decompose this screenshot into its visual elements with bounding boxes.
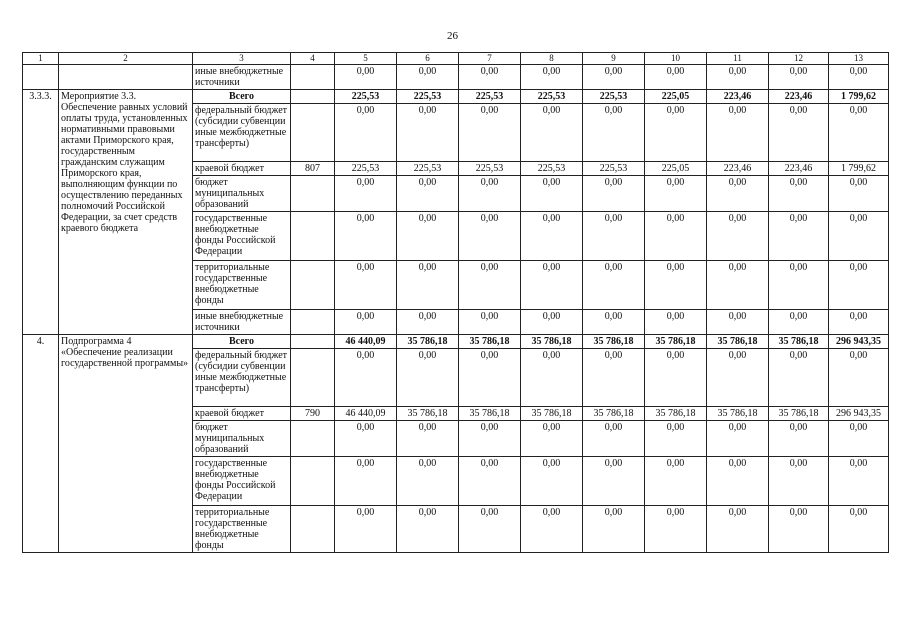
value-cell: 0,00 bbox=[459, 421, 521, 457]
value-cell: 0,00 bbox=[397, 65, 459, 90]
value-cell: 0,00 bbox=[645, 104, 707, 162]
value-cell: 0,00 bbox=[707, 349, 769, 407]
column-header-13: 13 bbox=[829, 53, 889, 65]
value-cell: 0,00 bbox=[335, 212, 397, 261]
source-label: краевой бюджет bbox=[193, 407, 291, 421]
value-cell: 225,53 bbox=[335, 90, 397, 104]
value-cell: 0,00 bbox=[459, 506, 521, 553]
value-cell: 0,00 bbox=[829, 65, 889, 90]
value-cell: 0,00 bbox=[459, 176, 521, 212]
value-cell: 0,00 bbox=[583, 421, 645, 457]
value-cell: 0,00 bbox=[583, 457, 645, 506]
value-cell: 1 799,62 bbox=[829, 90, 889, 104]
value-cell: 0,00 bbox=[583, 506, 645, 553]
value-cell: 35 786,18 bbox=[521, 335, 583, 349]
value-cell: 0,00 bbox=[707, 176, 769, 212]
value-cell: 0,00 bbox=[397, 506, 459, 553]
column-header-2: 2 bbox=[59, 53, 193, 65]
value-cell: 0,00 bbox=[335, 457, 397, 506]
value-cell: 0,00 bbox=[769, 506, 829, 553]
value-cell: 0,00 bbox=[521, 212, 583, 261]
value-cell: 0,00 bbox=[397, 176, 459, 212]
value-cell: 0,00 bbox=[645, 212, 707, 261]
value-cell: 0,00 bbox=[707, 65, 769, 90]
value-cell: 0,00 bbox=[769, 176, 829, 212]
value-cell: 0,00 bbox=[397, 421, 459, 457]
value-cell: 225,53 bbox=[521, 90, 583, 104]
value-cell: 225,53 bbox=[335, 162, 397, 176]
continuation-row bbox=[23, 65, 889, 90]
column-header-10: 10 bbox=[645, 53, 707, 65]
value-cell: 0,00 bbox=[335, 261, 397, 310]
value-cell: 0,00 bbox=[645, 176, 707, 212]
value-cell: 0,00 bbox=[583, 349, 645, 407]
code-cell bbox=[291, 421, 335, 457]
value-cell: 0,00 bbox=[707, 457, 769, 506]
value-cell: 225,53 bbox=[397, 162, 459, 176]
code-cell bbox=[291, 176, 335, 212]
value-cell: 0,00 bbox=[707, 261, 769, 310]
value-cell: 223,46 bbox=[769, 90, 829, 104]
value-cell: 0,00 bbox=[521, 310, 583, 335]
value-cell: 0,00 bbox=[521, 104, 583, 162]
value-cell: 0,00 bbox=[707, 212, 769, 261]
value-cell: 0,00 bbox=[645, 310, 707, 335]
value-cell: 0,00 bbox=[521, 457, 583, 506]
value-cell: 0,00 bbox=[707, 104, 769, 162]
value-cell: 225,53 bbox=[397, 90, 459, 104]
value-cell: 225,53 bbox=[521, 162, 583, 176]
source-label: краевой бюджет bbox=[193, 162, 291, 176]
value-cell: 35 786,18 bbox=[645, 335, 707, 349]
value-cell: 296 943,35 bbox=[829, 335, 889, 349]
value-cell: 0,00 bbox=[459, 65, 521, 90]
value-cell: 225,53 bbox=[583, 162, 645, 176]
value-cell: 0,00 bbox=[459, 457, 521, 506]
value-cell: 0,00 bbox=[521, 506, 583, 553]
value-cell: 0,00 bbox=[335, 349, 397, 407]
value-cell: 0,00 bbox=[707, 421, 769, 457]
value-cell: 35 786,18 bbox=[397, 407, 459, 421]
source-label: Всего bbox=[193, 90, 291, 104]
value-cell: 0,00 bbox=[583, 65, 645, 90]
source-label: Всего bbox=[193, 335, 291, 349]
value-cell: 35 786,18 bbox=[459, 407, 521, 421]
section-description: Мероприятие 3.3. Обеспечение равных условий оплаты труда, установленных нормативными правовыми актами Приморского края, государственным гражданским служащим Приморского края, выполняющим функции по осуществлению переданных полномочий Российской Федерации, за счет средств краевого бюджета bbox=[59, 90, 193, 335]
column-header-11: 11 bbox=[707, 53, 769, 65]
value-cell: 35 786,18 bbox=[707, 407, 769, 421]
value-cell: 0,00 bbox=[645, 457, 707, 506]
value-cell: 0,00 bbox=[521, 421, 583, 457]
value-cell: 0,00 bbox=[397, 457, 459, 506]
value-cell: 0,00 bbox=[521, 65, 583, 90]
value-cell: 0,00 bbox=[769, 65, 829, 90]
column-header-7: 7 bbox=[459, 53, 521, 65]
column-header-1: 1 bbox=[23, 53, 59, 65]
value-cell: 0,00 bbox=[829, 506, 889, 553]
value-cell: 223,46 bbox=[769, 162, 829, 176]
value-cell: 0,00 bbox=[645, 506, 707, 553]
value-cell: 0,00 bbox=[397, 104, 459, 162]
column-header-row bbox=[23, 53, 889, 65]
source-label: государственные внебюджетные фонды Российской Федерации bbox=[193, 457, 291, 506]
value-cell: 0,00 bbox=[335, 310, 397, 335]
value-cell: 0,00 bbox=[397, 349, 459, 407]
value-cell: 35 786,18 bbox=[583, 335, 645, 349]
value-cell: 35 786,18 bbox=[583, 407, 645, 421]
value-cell: 0,00 bbox=[459, 212, 521, 261]
source-label: иные внебюджетные источники bbox=[193, 65, 291, 90]
value-cell: 35 786,18 bbox=[397, 335, 459, 349]
value-cell: 0,00 bbox=[829, 457, 889, 506]
total-row bbox=[23, 335, 889, 349]
value-cell: 0,00 bbox=[645, 261, 707, 310]
value-cell: 223,46 bbox=[707, 162, 769, 176]
value-cell: 0,00 bbox=[769, 457, 829, 506]
code-cell bbox=[291, 349, 335, 407]
index-cell bbox=[23, 65, 59, 90]
value-cell: 0,00 bbox=[583, 310, 645, 335]
value-cell: 0,00 bbox=[829, 421, 889, 457]
value-cell: 0,00 bbox=[829, 261, 889, 310]
column-header-9: 9 bbox=[583, 53, 645, 65]
code-cell bbox=[291, 90, 335, 104]
description-cell bbox=[59, 65, 193, 90]
column-header-8: 8 bbox=[521, 53, 583, 65]
source-label: территориальные государственные внебюджетные фонды bbox=[193, 506, 291, 553]
value-cell: 46 440,09 bbox=[335, 407, 397, 421]
source-label: иные внебюджетные источники bbox=[193, 310, 291, 335]
value-cell: 0,00 bbox=[769, 261, 829, 310]
value-cell: 0,00 bbox=[829, 176, 889, 212]
section-index: 3.3.3. bbox=[23, 90, 59, 335]
value-cell: 0,00 bbox=[459, 310, 521, 335]
value-cell: 0,00 bbox=[583, 104, 645, 162]
value-cell: 0,00 bbox=[707, 310, 769, 335]
code-cell: 790 bbox=[291, 407, 335, 421]
code-cell bbox=[291, 261, 335, 310]
value-cell: 225,53 bbox=[583, 90, 645, 104]
value-cell: 0,00 bbox=[769, 310, 829, 335]
value-cell: 0,00 bbox=[397, 310, 459, 335]
value-cell: 0,00 bbox=[769, 104, 829, 162]
value-cell: 35 786,18 bbox=[521, 407, 583, 421]
value-cell: 0,00 bbox=[829, 310, 889, 335]
value-cell: 0,00 bbox=[645, 349, 707, 407]
code-cell bbox=[291, 457, 335, 506]
value-cell: 0,00 bbox=[645, 65, 707, 90]
code-cell bbox=[291, 65, 335, 90]
column-header-3: 3 bbox=[193, 53, 291, 65]
value-cell: 0,00 bbox=[459, 104, 521, 162]
value-cell: 0,00 bbox=[829, 212, 889, 261]
source-label: бюджет муниципальных образований bbox=[193, 421, 291, 457]
value-cell: 225,05 bbox=[645, 90, 707, 104]
value-cell: 0,00 bbox=[583, 261, 645, 310]
source-label: бюджет муниципальных образований bbox=[193, 176, 291, 212]
value-cell: 0,00 bbox=[707, 506, 769, 553]
column-header-5: 5 bbox=[335, 53, 397, 65]
table-body bbox=[23, 65, 889, 553]
value-cell: 35 786,18 bbox=[769, 335, 829, 349]
value-cell: 0,00 bbox=[769, 212, 829, 261]
value-cell: 0,00 bbox=[583, 176, 645, 212]
code-cell bbox=[291, 212, 335, 261]
value-cell: 35 786,18 bbox=[459, 335, 521, 349]
value-cell: 0,00 bbox=[335, 176, 397, 212]
value-cell: 0,00 bbox=[335, 506, 397, 553]
value-cell: 225,05 bbox=[645, 162, 707, 176]
value-cell: 225,53 bbox=[459, 162, 521, 176]
value-cell: 0,00 bbox=[583, 212, 645, 261]
section-index: 4. bbox=[23, 335, 59, 553]
column-header-12: 12 bbox=[769, 53, 829, 65]
value-cell: 0,00 bbox=[459, 261, 521, 310]
value-cell: 0,00 bbox=[397, 212, 459, 261]
value-cell: 0,00 bbox=[521, 261, 583, 310]
source-label: государственные внебюджетные фонды Российской Федерации bbox=[193, 212, 291, 261]
value-cell: 0,00 bbox=[521, 349, 583, 407]
value-cell: 223,46 bbox=[707, 90, 769, 104]
value-cell: 0,00 bbox=[397, 261, 459, 310]
value-cell: 35 786,18 bbox=[769, 407, 829, 421]
value-cell: 225,53 bbox=[459, 90, 521, 104]
value-cell: 35 786,18 bbox=[707, 335, 769, 349]
column-header-4: 4 bbox=[291, 53, 335, 65]
value-cell: 0,00 bbox=[335, 421, 397, 457]
value-cell: 0,00 bbox=[521, 176, 583, 212]
code-cell bbox=[291, 506, 335, 553]
source-label: федеральный бюджет (субсидии субвенции иные межбюджетные трансферты) bbox=[193, 104, 291, 162]
value-cell: 296 943,35 bbox=[829, 407, 889, 421]
value-cell: 0,00 bbox=[829, 104, 889, 162]
value-cell: 0,00 bbox=[645, 421, 707, 457]
column-header-6: 6 bbox=[397, 53, 459, 65]
value-cell: 35 786,18 bbox=[645, 407, 707, 421]
total-row bbox=[23, 90, 889, 104]
value-cell: 0,00 bbox=[335, 65, 397, 90]
value-cell: 46 440,09 bbox=[335, 335, 397, 349]
value-cell: 0,00 bbox=[829, 349, 889, 407]
code-cell bbox=[291, 335, 335, 349]
value-cell: 0,00 bbox=[769, 421, 829, 457]
section-description: Подпрограмма 4 «Обеспечение реализации государственной программы» bbox=[59, 335, 193, 553]
page-number: 26 bbox=[447, 30, 458, 42]
value-cell: 1 799,62 bbox=[829, 162, 889, 176]
code-cell bbox=[291, 104, 335, 162]
source-label: федеральный бюджет (субсидии субвенции иные межбюджетные трансферты) bbox=[193, 349, 291, 407]
code-cell bbox=[291, 310, 335, 335]
budget-table bbox=[22, 52, 889, 553]
value-cell: 0,00 bbox=[459, 349, 521, 407]
value-cell: 0,00 bbox=[335, 104, 397, 162]
source-label: территориальные государственные внебюджетные фонды bbox=[193, 261, 291, 310]
code-cell: 807 bbox=[291, 162, 335, 176]
value-cell: 0,00 bbox=[769, 349, 829, 407]
